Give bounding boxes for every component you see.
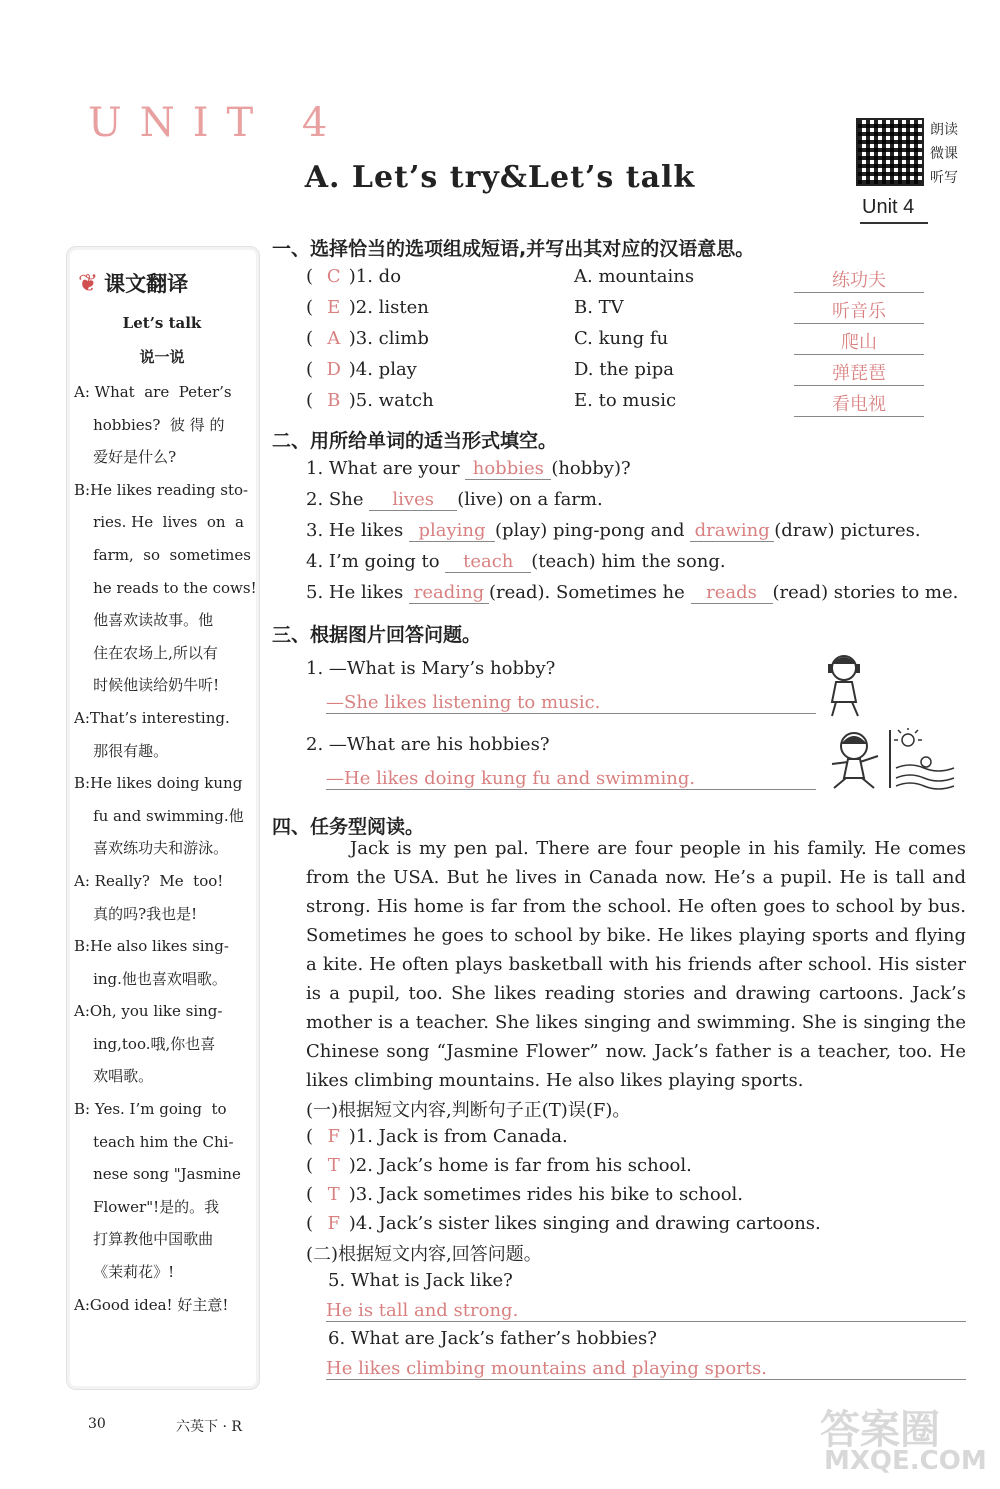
sentence-text: (read) stories to me. — [772, 582, 959, 603]
match-item-2 — [306, 297, 429, 318]
match-answer[interactable]: A — [327, 328, 341, 349]
match-option: B. TV — [574, 297, 624, 318]
qr-label-lesson: 微课 — [930, 146, 958, 162]
dialogue-line: hobbies? 彼 得 的 — [74, 415, 225, 434]
true-false-statement: )3. Jack sometimes rides his bike to school. — [348, 1184, 744, 1205]
watermark-url: MXQE.COM — [824, 1446, 987, 1476]
sidebar-heading — [78, 268, 188, 298]
match-left: )2. listen — [348, 297, 429, 318]
match-answer[interactable]: E — [327, 297, 341, 318]
dialogue-line: ries. He lives on a — [74, 513, 244, 532]
part2-heading: (二)根据短文内容,回答问题。 — [306, 1244, 542, 1265]
true-false-answer[interactable]: F — [327, 1126, 340, 1147]
sentence-text: (read). Sometimes he — [489, 582, 691, 603]
match-left: )5. watch — [348, 390, 434, 411]
sidebar-subheading: Let’s talk — [122, 314, 202, 332]
picture-question-1: 1. —What is Mary’s hobby? — [306, 658, 556, 679]
fill-blank[interactable]: drawing — [690, 520, 774, 542]
fill-blank[interactable]: lives — [369, 489, 457, 511]
section1-heading: 一、选择恰当的选项组成短语,并写出其对应的汉语意思。 — [272, 238, 755, 260]
dialogue-line: 他喜欢读故事。他 — [74, 611, 214, 630]
fill-blank[interactable]: playing — [409, 520, 495, 542]
dialogue-line: farm, so sometimes — [74, 545, 251, 564]
fill-sentence-4 — [306, 551, 726, 573]
sentence-text: 2. She — [306, 489, 370, 510]
reading-question-6: 6. What are Jack’s father’s hobbies? — [328, 1328, 657, 1349]
sentence-text: (hobby)? — [551, 458, 631, 479]
match-left: )3. climb — [348, 328, 429, 349]
sentence-text: (teach) him the song. — [531, 551, 726, 572]
true-false-item-3 — [306, 1184, 743, 1205]
match-option: E. to music — [574, 390, 677, 411]
true-false-answer[interactable]: T — [327, 1184, 340, 1205]
true-false-statement: )4. Jack’s sister likes singing and drawing cartoons. — [348, 1213, 821, 1234]
match-option: D. the pipa — [574, 359, 674, 380]
dialogue-line: teach him the Chi- — [74, 1132, 234, 1151]
match-option: C. kung fu — [574, 328, 669, 349]
true-false-item-2 — [306, 1155, 692, 1176]
fill-blank[interactable]: reading — [409, 582, 489, 604]
qr-label-dictation: 听写 — [930, 170, 958, 186]
match-meaning[interactable]: 弹琵琶 — [794, 359, 924, 386]
dialogue-line: A: Really? Me too! — [74, 871, 224, 890]
match-meaning[interactable]: 听音乐 — [794, 297, 924, 324]
dialogue-line: 真的吗?我也是! — [74, 904, 198, 923]
sidebar-subheading-cn: 说一说 — [139, 348, 185, 366]
dialogue-line: Flower"!是的。我 — [74, 1197, 220, 1216]
dialogue-line: 住在农场上,所以有 — [74, 643, 218, 662]
dialogue-line: 欢唱歌。 — [74, 1067, 154, 1086]
dialogue-line: B: Yes. I’m going to — [74, 1100, 227, 1119]
dialogue-line: 那很有趣。 — [74, 741, 169, 760]
unit-label: Unit 4 — [862, 196, 915, 218]
page-number: 30 — [88, 1416, 106, 1432]
qr-labels — [930, 118, 958, 190]
dialogue-line: B:He also likes sing- — [74, 937, 229, 956]
fill-sentence-5 — [306, 582, 958, 604]
dialogue-line: ing,too.哦,你也喜 — [74, 1034, 216, 1053]
picture-answer-1[interactable]: —She likes listening to music. — [326, 692, 816, 714]
book-label: 六英下 · R — [176, 1419, 242, 1435]
match-meaning[interactable]: 练功夫 — [794, 266, 924, 293]
paren-open: ( — [306, 297, 319, 318]
paren-open: ( — [306, 390, 319, 411]
true-false-item-1 — [306, 1126, 568, 1147]
match-option: A. mountains — [574, 266, 695, 287]
page-title: A. Let’s try&Let’s talk — [304, 160, 696, 195]
dialogue-line: A:Good idea! 好主意! — [74, 1295, 229, 1314]
true-false-answer[interactable]: F — [327, 1213, 340, 1234]
paren-open: ( — [306, 1184, 319, 1205]
section3-heading: 三、根据图片回答问题。 — [272, 624, 482, 646]
reading-passage — [306, 834, 966, 1095]
fill-sentence-1 — [306, 458, 631, 480]
true-false-statement: )2. Jack’s home is far from his school. — [348, 1155, 692, 1176]
paren-open: ( — [306, 266, 319, 287]
boy-kungfu-swimming-illustration — [826, 728, 968, 790]
fill-blank[interactable]: reads — [691, 582, 773, 604]
match-item-4 — [306, 359, 417, 380]
dialogue-line: 《茉莉花》! — [74, 1263, 175, 1282]
fill-sentence-2 — [306, 489, 603, 511]
sentence-text: (play) ping-pong and — [495, 520, 691, 541]
watermark-logo: 答案圈 — [820, 1407, 940, 1453]
match-item-1 — [306, 266, 401, 287]
true-false-item-4 — [306, 1213, 821, 1234]
sidebar-dialogue — [74, 376, 256, 1321]
mary-listening-music-illustration — [818, 650, 870, 718]
dialogue-line: 喜欢练功夫和游泳。 — [74, 839, 229, 858]
fill-sentence-3 — [306, 520, 921, 542]
reading-answer-6[interactable]: He likes climbing mountains and playing sports. — [326, 1358, 966, 1380]
unit-decoration: UNIT 4 — [88, 100, 346, 146]
paren-open: ( — [306, 328, 319, 349]
dialogue-line: A: What are Peter’s — [74, 383, 232, 401]
qr-label-read: 朗读 — [930, 122, 958, 138]
dialogue-line: B:He likes doing kung — [74, 774, 243, 793]
paren-open: ( — [306, 1155, 319, 1176]
match-left: )4. play — [348, 359, 417, 380]
sentence-text: (draw) pictures. — [774, 520, 921, 541]
leaf-icon: ❦ — [78, 269, 99, 297]
picture-question-2: 2. —What are his hobbies? — [306, 734, 550, 755]
dialogue-line: he reads to the cows! — [74, 578, 257, 597]
picture-answer-2[interactable]: —He likes doing kung fu and swimming. — [326, 768, 816, 790]
match-answer[interactable]: D — [326, 359, 341, 380]
sentence-text: 4. I’m going to — [306, 551, 446, 572]
dialogue-line: 爱好是什么? — [74, 448, 177, 467]
dialogue-line: ing.他也喜欢唱歌。 — [74, 969, 227, 988]
section4-heading: 四、任务型阅读。 — [272, 816, 425, 838]
qr-code-icon[interactable] — [856, 118, 924, 186]
fill-blank[interactable]: hobbies — [465, 458, 551, 480]
dialogue-line: 打算教他中国歌曲 — [74, 1230, 214, 1249]
true-false-answer[interactable]: T — [327, 1155, 340, 1176]
match-left: )1. do — [348, 266, 402, 287]
dialogue-line: A:Oh, you like sing- — [74, 1002, 223, 1021]
part1-heading: (一)根据短文内容,判断句子正(T)误(F)。 — [306, 1100, 631, 1121]
reading-answer-5[interactable]: He is tall and strong. — [326, 1300, 966, 1322]
sidebar-heading-text: 课文翻译 — [104, 272, 189, 296]
paren-open: ( — [306, 1126, 319, 1147]
dialogue-line: fu and swimming.他 — [74, 806, 244, 825]
sentence-text: 1. What are your — [306, 458, 466, 479]
passage-text: Jack is my pen pal. There are four people in his family. He comes from the USA. But he lives in Canada now. He’s a pupil. He is tall and strong. His home is far from the school. He often goes to school by bus. Sometimes he goes to school by bike. He likes playing sports and flying a kite. He often plays basketball with his friends after school. His sister is a pupil, too. She likes reading stories and drawing cartoons. Jack’s mother is a teacher. She likes singing and swimming. She is singing the Chinese song “Jasmine Flower” now. Jack’s father is a teacher, too. He likes climbing mountains. He also likes playing sports. — [306, 838, 966, 1091]
sentence-text: 3. He likes — [306, 520, 409, 541]
match-meaning[interactable]: 爬山 — [794, 328, 924, 355]
dialogue-line: 时候他读给奶牛听! — [74, 676, 220, 695]
match-answer[interactable]: B — [327, 390, 341, 411]
unit-divider — [860, 222, 928, 224]
match-answer[interactable]: C — [326, 266, 341, 287]
reading-question-5: 5. What is Jack like? — [328, 1270, 513, 1291]
dialogue-line: nese song "Jasmine — [74, 1165, 241, 1184]
dialogue-line: A:That’s interesting. — [74, 708, 230, 727]
paren-open: ( — [306, 359, 319, 380]
match-meaning[interactable]: 看电视 — [794, 390, 924, 417]
paren-open: ( — [306, 1213, 319, 1234]
section2-heading: 二、用所给单词的适当形式填空。 — [272, 430, 558, 452]
match-item-5 — [306, 390, 434, 411]
fill-blank[interactable]: teach — [445, 551, 531, 573]
sentence-text: (live) on a farm. — [457, 489, 603, 510]
sentence-text: 5. He likes — [306, 582, 409, 603]
match-item-3 — [306, 328, 429, 349]
dialogue-line: B:He likes reading sto- — [74, 480, 249, 499]
true-false-statement: )1. Jack is from Canada. — [348, 1126, 568, 1147]
